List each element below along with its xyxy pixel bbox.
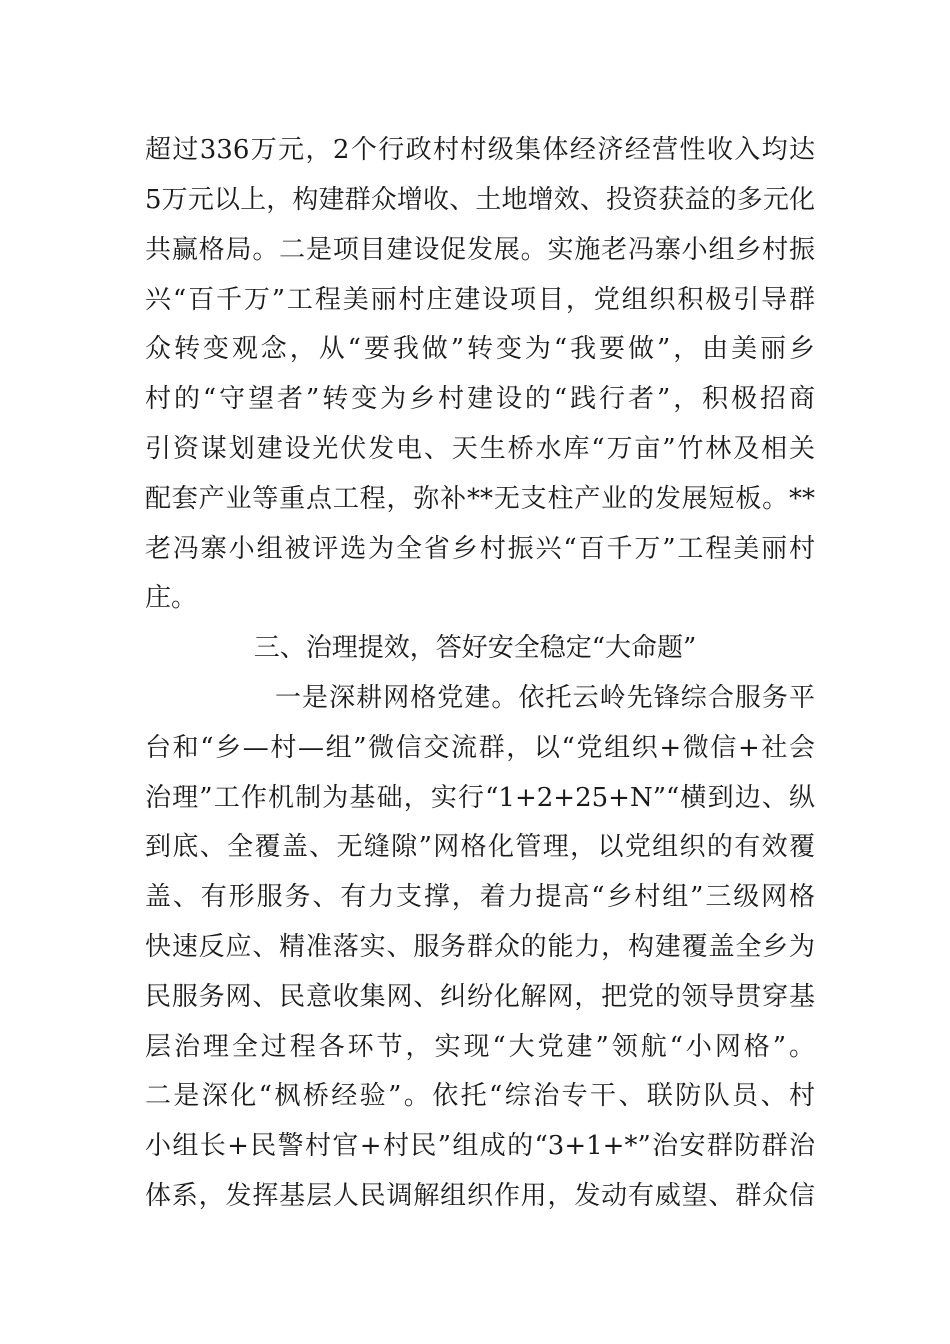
section-heading: 三、治理提效，答好安全稳定“大命题” <box>253 633 697 663</box>
text-line-14: 治理”工作机制为基础，实行“1+2+25+N”“横到边、纵 <box>145 783 815 813</box>
text-line-13: 台和“乡—村—组”微信交流群，以“党组织+微信+社会 <box>145 733 815 763</box>
text-line-12: 一是深耕网格党建。依托云岭先锋综合服务平 <box>275 683 815 713</box>
text-line-1: 超过336万元，2个行政村村级集体经济经营性收入均达 <box>145 135 815 165</box>
text-line-7: 引资谋划建设光伏发电、天生桥水库“万亩”竹林及相关 <box>145 434 815 464</box>
text-line-17: 快速反应、精准落实、服务群众的能力，构建覆盖全乡为 <box>145 932 815 962</box>
text-line-8: 配套产业等重点工程，弥补**无支柱产业的发展短板。** <box>145 484 815 514</box>
text-line-6: 村的“守望者”转变为乡村建设的“践行者”，积极招商 <box>145 384 815 414</box>
text-line-21: 小组长+民警村官+村民”组成的“3+1+*”治安群防群治 <box>145 1131 815 1161</box>
text-line-3: 共赢格局。二是项目建设促发展。实施老冯寨小组乡村振 <box>145 235 815 265</box>
text-line-2: 5万元以上，构建群众增收、土地增效、投资获益的多元化 <box>145 185 815 215</box>
text-line-16: 盖、有形服务、有力支撑，着力提高“乡村组”三级网格 <box>145 882 815 912</box>
text-line-9: 老冯寨小组被评选为全省乡村振兴“百千万”工程美丽村 <box>145 534 815 564</box>
text-line-5: 众转变观念，从“要我做”转变为“我要做”，由美丽乡 <box>145 334 815 364</box>
text-line-10: 庄。 <box>145 583 198 613</box>
text-line-4: 兴“百千万”工程美丽村庄建设项目，党组织积极引导群 <box>145 285 815 315</box>
text-line-18: 民服务网、民意收集网、纠纷化解网，把党的领导贯穿基 <box>145 982 815 1012</box>
text-line-15: 到底、全覆盖、无缝隙”网格化管理，以党组织的有效覆 <box>145 832 815 862</box>
text-line-19: 层治理全过程各环节，实现“大党建”领航“小网格”。 <box>145 1032 815 1062</box>
text-line-20: 二是深化“枫桥经验”。依托“综治专干、联防队员、村 <box>145 1081 815 1111</box>
text-line-22: 体系，发挥基层人民调解组织作用，发动有威望、群众信 <box>145 1181 815 1211</box>
